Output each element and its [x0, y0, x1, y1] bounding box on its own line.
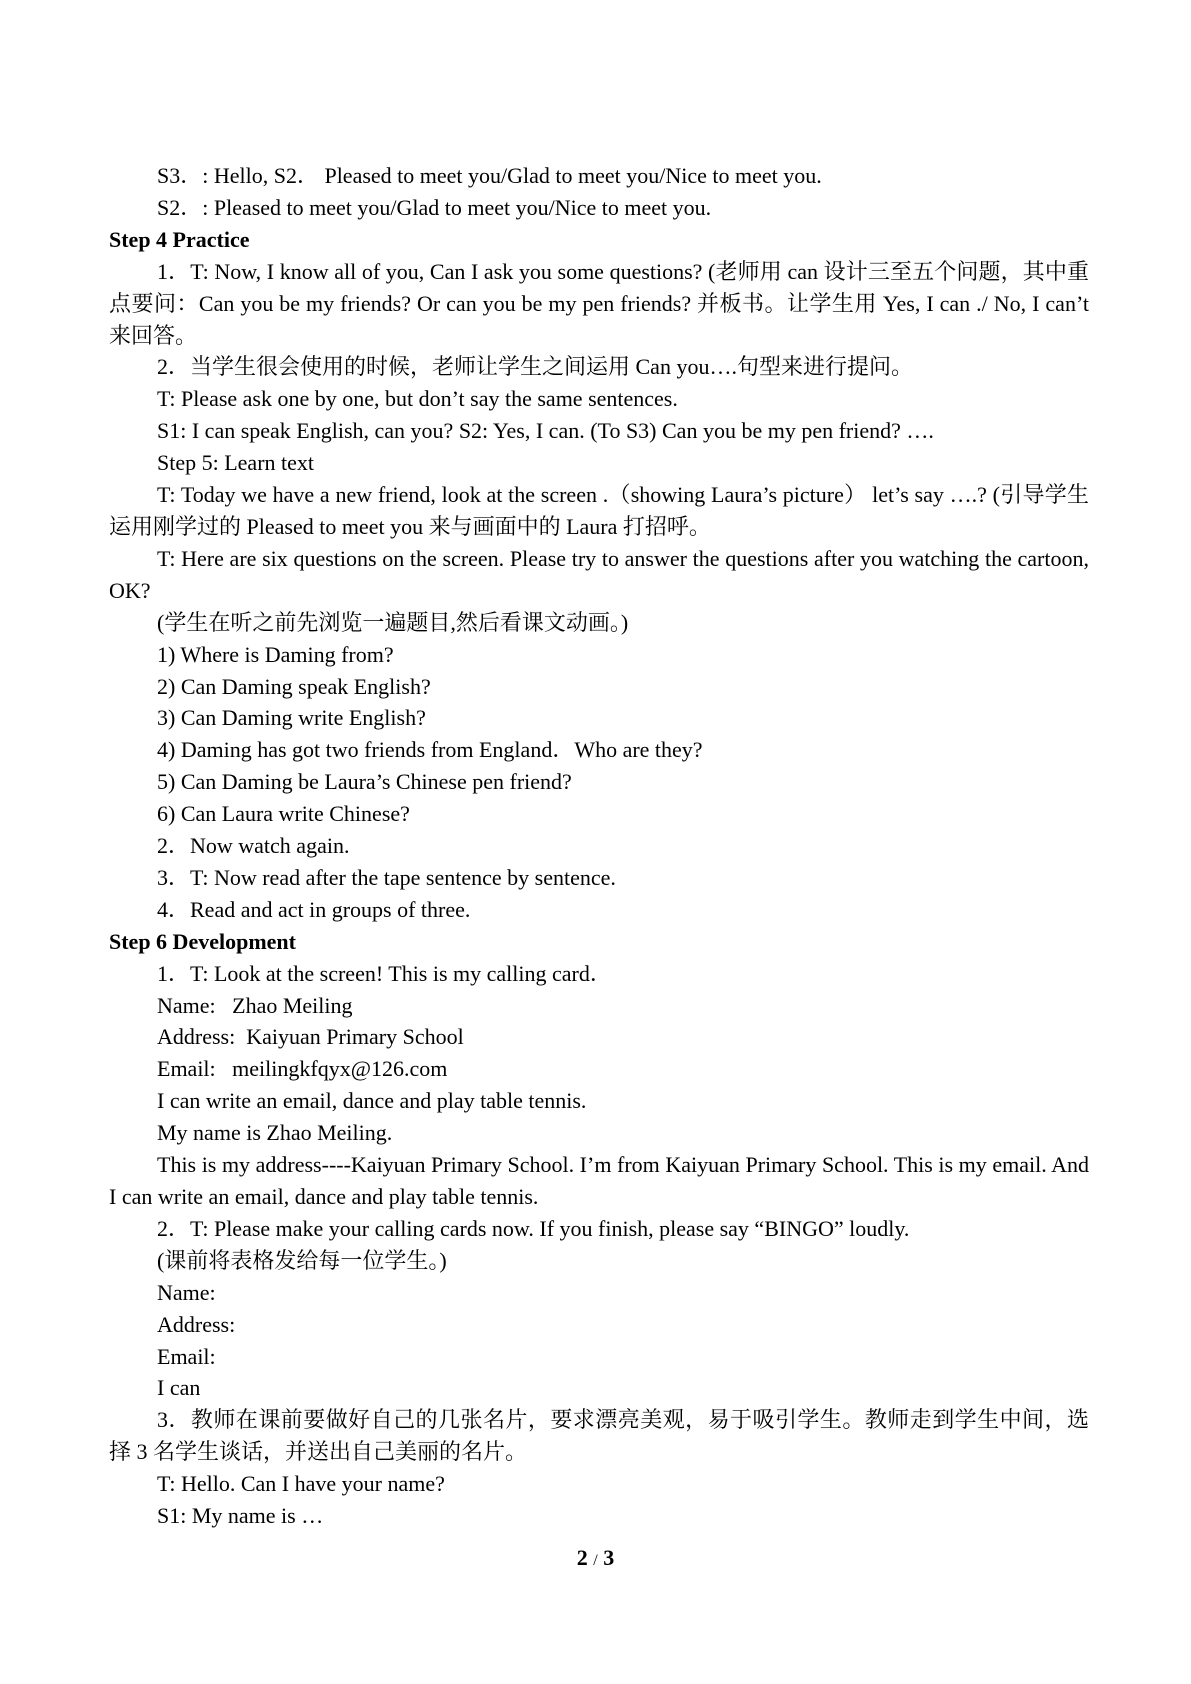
question-item: 4) Daming has got two friends from England．Who are they?	[157, 737, 703, 763]
paragraph: 1．T: Look at the screen! This is my calling card．	[157, 960, 612, 986]
paragraph: (学生在听之前先浏览一遍题目,然后看课文动画。)	[157, 609, 629, 635]
question-item: 1) Where is Daming from?	[157, 641, 394, 667]
paragraph: T: Please ask one by one, but don’t say the same sentences.	[157, 386, 678, 412]
section-heading-step6: Step 6 Development	[109, 928, 296, 954]
list-item: 2．Now watch again.	[157, 833, 350, 859]
paragraph: S1: I can speak English, can you? S2: Yes, I can. (To S3) Can you be my pen friend? ….	[157, 418, 934, 444]
card-line: My name is Zhao Meiling.	[157, 1120, 393, 1146]
dialogue-line: S2．: Pleased to meet you/Glad to meet you/Nice to meet you.	[157, 194, 712, 220]
list-item: 3．T: Now read after the tape sentence by sentence.	[157, 864, 616, 890]
dialogue-line: S3．: Hello, S2． Pleased to meet you/Glad to meet you/Nice to meet you.	[157, 163, 822, 188]
question-item: 3) Can Daming write English?	[157, 705, 426, 731]
card-line: Address: Kaiyuan Primary School	[157, 1024, 464, 1050]
paragraph: 2．当学生很会使用的时候，老师让学生之间运用 Can you….句型来进行提问。	[157, 354, 913, 380]
page-total: 3	[603, 1545, 615, 1570]
paragraph: T: Hello. Can I have your name?	[157, 1471, 445, 1497]
paragraph: 2．T: Please make your calling cards now. If you finish, please say “BINGO” loudly.	[157, 1215, 910, 1241]
form-line: Address:	[157, 1311, 236, 1337]
page-current: 2	[576, 1545, 588, 1570]
document-body	[109, 160, 1089, 1532]
question-item: 6) Can Laura write Chinese?	[157, 801, 410, 827]
paragraph: 3．教师在课前要做好自己的几张名片，要求漂亮美观，易于吸引学生。教师走到学生中间，选择 3 名学生谈话，并送出自己美丽的名片。	[109, 1407, 1089, 1465]
question-item: 2) Can Daming speak English?	[157, 673, 431, 699]
paragraph: T: Today we have a new friend, look at the screen .（showing Laura’s picture） let’s say ….? (引导学生运用刚学过的 Pleased to meet you 来与画面中的 Laura 打招呼。	[109, 482, 1089, 539]
form-line: I can	[157, 1375, 201, 1401]
section-heading-step4: Step 4 Practice	[109, 226, 250, 252]
form-line: Name:	[157, 1279, 216, 1305]
card-line: Name: Zhao Meiling	[157, 992, 353, 1018]
paragraph: S1: My name is …	[157, 1503, 324, 1529]
paragraph: 1．T: Now, I know all of you, Can I ask you some questions? (老师用 can 设计三至五个问题，其中重点要问：Can you be my friends? Or can you be my pen friends? 并板书。让学生用 Yes, I can ./ No, I can’t 来回答。	[109, 258, 1089, 348]
list-item: 4．Read and act in groups of three.	[157, 896, 471, 922]
paragraph: This is my address----Kaiyuan Primary School. I’m from Kaiyuan Primary School. This is my email. And I can write an email, dance and play table tennis.	[109, 1152, 1089, 1209]
form-line: Email:	[157, 1343, 216, 1369]
paragraph: Step 5: Learn text	[157, 450, 315, 476]
page-separator: /	[593, 1552, 598, 1569]
card-line: Email: meilingkfqyx@126.com	[157, 1056, 448, 1082]
page-number	[0, 1545, 1191, 1571]
paragraph: (课前将表格发给每一位学生。)	[157, 1247, 447, 1273]
question-item: 5) Can Daming be Laura’s Chinese pen friend?	[157, 769, 572, 795]
card-line: I can write an email, dance and play table tennis.	[157, 1088, 587, 1114]
paragraph: T: Here are six questions on the screen. Please try to answer the questions after you watching the cartoon, OK?	[109, 545, 1089, 603]
